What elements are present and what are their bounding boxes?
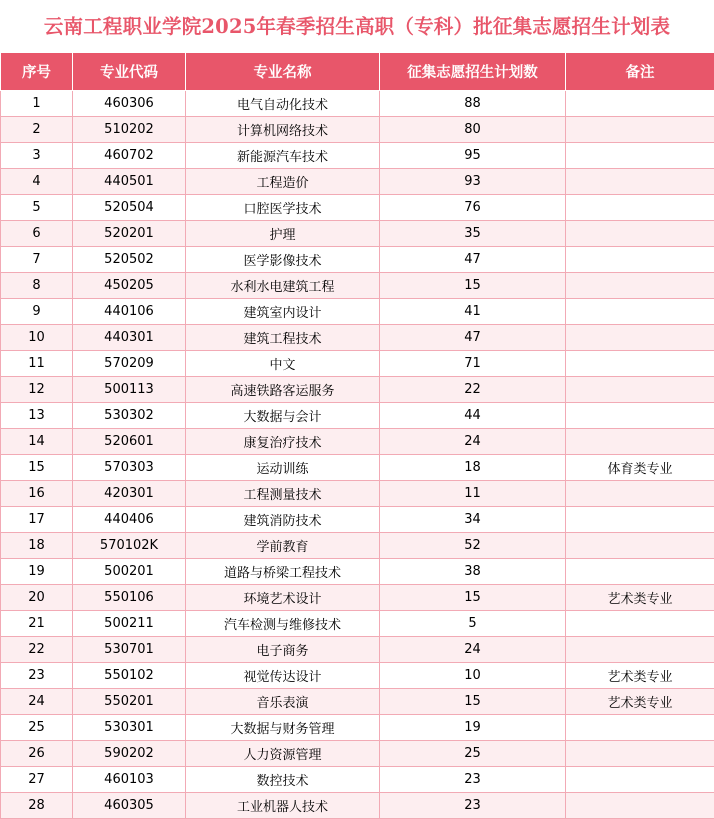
cell-major-name: 护理 — [186, 221, 380, 247]
cell-plan-count: 15 — [380, 689, 566, 715]
cell-remarks — [566, 403, 714, 429]
cell-major-code: 440106 — [73, 299, 186, 325]
cell-major-name: 新能源汽车技术 — [186, 143, 380, 169]
table-row — [1, 585, 714, 611]
cell-major-name: 人力资源管理 — [186, 741, 380, 767]
cell-remarks — [566, 273, 714, 299]
cell-index: 8 — [1, 273, 73, 299]
cell-plan-count: 41 — [380, 299, 566, 325]
cell-index: 10 — [1, 325, 73, 351]
cell-index: 11 — [1, 351, 73, 377]
cell-index: 14 — [1, 429, 73, 455]
cell-major-code: 460306 — [73, 91, 186, 117]
table-row — [1, 351, 714, 377]
cell-major-name: 水利水电建筑工程 — [186, 273, 380, 299]
cell-plan-count: 5 — [380, 611, 566, 637]
cell-major-code: 520504 — [73, 195, 186, 221]
cell-remarks — [566, 481, 714, 507]
page-title: 云南工程职业学院2025年春季招生高职（专科）批征集志愿招生计划表 — [43, 15, 671, 38]
cell-remarks — [566, 351, 714, 377]
cell-remarks — [566, 195, 714, 221]
cell-plan-count: 47 — [380, 325, 566, 351]
cell-major-code: 500113 — [73, 377, 186, 403]
cell-plan-count: 19 — [380, 715, 566, 741]
cell-remarks — [566, 793, 714, 819]
cell-remarks — [566, 637, 714, 663]
cell-major-code: 550102 — [73, 663, 186, 689]
cell-major-name: 音乐表演 — [186, 689, 380, 715]
cell-index: 5 — [1, 195, 73, 221]
cell-major-name: 计算机网络技术 — [186, 117, 380, 143]
cell-plan-count: 44 — [380, 403, 566, 429]
cell-plan-count: 15 — [380, 273, 566, 299]
table-row — [1, 325, 714, 351]
cell-major-name: 建筑室内设计 — [186, 299, 380, 325]
column-header-major-code: 专业代码 — [73, 53, 186, 91]
cell-major-name: 工业机器人技术 — [186, 793, 380, 819]
cell-major-code: 570102K — [73, 533, 186, 559]
cell-major-code: 440301 — [73, 325, 186, 351]
cell-index: 23 — [1, 663, 73, 689]
table-row — [1, 91, 714, 117]
cell-remarks — [566, 559, 714, 585]
table-row — [1, 299, 714, 325]
table-row — [1, 221, 714, 247]
cell-remarks — [566, 533, 714, 559]
cell-major-code: 500211 — [73, 611, 186, 637]
cell-major-name: 数控技术 — [186, 767, 380, 793]
cell-major-code: 460702 — [73, 143, 186, 169]
table-row — [1, 507, 714, 533]
cell-remarks — [566, 221, 714, 247]
cell-plan-count: 95 — [380, 143, 566, 169]
cell-index: 18 — [1, 533, 73, 559]
table-row — [1, 533, 714, 559]
cell-major-code: 530302 — [73, 403, 186, 429]
cell-major-name: 建筑消防技术 — [186, 507, 380, 533]
table-row — [1, 793, 714, 819]
cell-major-name: 大数据与会计 — [186, 403, 380, 429]
table-row — [1, 377, 714, 403]
cell-remarks — [566, 247, 714, 273]
cell-plan-count: 23 — [380, 793, 566, 819]
cell-remarks — [566, 117, 714, 143]
cell-index: 21 — [1, 611, 73, 637]
cell-major-code: 590202 — [73, 741, 186, 767]
table-row — [1, 481, 714, 507]
cell-plan-count: 22 — [380, 377, 566, 403]
cell-remarks — [566, 715, 714, 741]
cell-plan-count: 23 — [380, 767, 566, 793]
cell-index: 3 — [1, 143, 73, 169]
cell-index: 16 — [1, 481, 73, 507]
cell-major-code: 460305 — [73, 793, 186, 819]
cell-index: 15 — [1, 455, 73, 481]
cell-plan-count: 34 — [380, 507, 566, 533]
cell-major-name: 建筑工程技术 — [186, 325, 380, 351]
cell-remarks — [566, 91, 714, 117]
table-row — [1, 637, 714, 663]
cell-remarks: 体育类专业 — [566, 455, 714, 481]
cell-major-code: 520201 — [73, 221, 186, 247]
cell-major-code: 530701 — [73, 637, 186, 663]
cell-remarks — [566, 507, 714, 533]
cell-remarks — [566, 299, 714, 325]
cell-major-name: 电子商务 — [186, 637, 380, 663]
cell-major-code: 440501 — [73, 169, 186, 195]
cell-index: 9 — [1, 299, 73, 325]
cell-major-name: 医学影像技术 — [186, 247, 380, 273]
table-row — [1, 663, 714, 689]
column-header-remarks: 备注 — [566, 53, 714, 91]
table-row — [1, 767, 714, 793]
table-row — [1, 403, 714, 429]
table-row — [1, 611, 714, 637]
cell-major-code: 510202 — [73, 117, 186, 143]
column-header-index: 序号 — [1, 53, 73, 91]
table-row — [1, 143, 714, 169]
table-row — [1, 195, 714, 221]
cell-index: 7 — [1, 247, 73, 273]
cell-plan-count: 47 — [380, 247, 566, 273]
cell-major-name: 视觉传达设计 — [186, 663, 380, 689]
table-row — [1, 117, 714, 143]
cell-plan-count: 80 — [380, 117, 566, 143]
cell-plan-count: 10 — [380, 663, 566, 689]
cell-major-name: 汽车检测与维修技术 — [186, 611, 380, 637]
cell-remarks — [566, 611, 714, 637]
cell-plan-count: 35 — [380, 221, 566, 247]
cell-index: 25 — [1, 715, 73, 741]
cell-plan-count: 93 — [380, 169, 566, 195]
cell-plan-count: 88 — [380, 91, 566, 117]
table-row — [1, 247, 714, 273]
cell-remarks — [566, 143, 714, 169]
cell-index: 28 — [1, 793, 73, 819]
cell-major-code: 420301 — [73, 481, 186, 507]
table-row — [1, 455, 714, 481]
cell-major-code: 520601 — [73, 429, 186, 455]
cell-major-name: 大数据与财务管理 — [186, 715, 380, 741]
cell-plan-count: 76 — [380, 195, 566, 221]
cell-index: 6 — [1, 221, 73, 247]
table-row — [1, 689, 714, 715]
cell-major-name: 学前教育 — [186, 533, 380, 559]
cell-major-code: 530301 — [73, 715, 186, 741]
cell-index: 17 — [1, 507, 73, 533]
cell-major-name: 口腔医学技术 — [186, 195, 380, 221]
table-body — [1, 91, 714, 819]
cell-major-code: 550106 — [73, 585, 186, 611]
cell-major-code: 460103 — [73, 767, 186, 793]
cell-major-code: 570209 — [73, 351, 186, 377]
cell-major-name: 康复治疗技术 — [186, 429, 380, 455]
cell-remarks — [566, 325, 714, 351]
cell-remarks — [566, 429, 714, 455]
cell-major-name: 道路与桥梁工程技术 — [186, 559, 380, 585]
cell-plan-count: 24 — [380, 637, 566, 663]
cell-index: 27 — [1, 767, 73, 793]
cell-major-name: 电气自动化技术 — [186, 91, 380, 117]
table-row — [1, 273, 714, 299]
column-header-major-name: 专业名称 — [186, 53, 380, 91]
cell-major-name: 中文 — [186, 351, 380, 377]
table-row — [1, 559, 714, 585]
cell-plan-count: 15 — [380, 585, 566, 611]
table-row — [1, 169, 714, 195]
cell-remarks — [566, 741, 714, 767]
cell-index: 19 — [1, 559, 73, 585]
cell-remarks: 艺术类专业 — [566, 663, 714, 689]
cell-remarks: 艺术类专业 — [566, 585, 714, 611]
cell-plan-count: 38 — [380, 559, 566, 585]
table-row — [1, 429, 714, 455]
cell-plan-count: 18 — [380, 455, 566, 481]
cell-major-name: 工程测量技术 — [186, 481, 380, 507]
table-row — [1, 741, 714, 767]
cell-major-code: 570303 — [73, 455, 186, 481]
cell-index: 13 — [1, 403, 73, 429]
cell-remarks — [566, 169, 714, 195]
cell-remarks — [566, 767, 714, 793]
cell-remarks — [566, 377, 714, 403]
cell-major-code: 550201 — [73, 689, 186, 715]
cell-index: 24 — [1, 689, 73, 715]
cell-plan-count: 71 — [380, 351, 566, 377]
cell-index: 22 — [1, 637, 73, 663]
cell-remarks: 艺术类专业 — [566, 689, 714, 715]
cell-index: 20 — [1, 585, 73, 611]
cell-plan-count: 24 — [380, 429, 566, 455]
cell-index: 4 — [1, 169, 73, 195]
cell-plan-count: 52 — [380, 533, 566, 559]
cell-major-code: 520502 — [73, 247, 186, 273]
table-row — [1, 715, 714, 741]
cell-major-code: 450205 — [73, 273, 186, 299]
cell-major-name: 运动训练 — [186, 455, 380, 481]
cell-index: 1 — [1, 91, 73, 117]
table-header-row — [1, 53, 714, 91]
cell-major-name: 环境艺术设计 — [186, 585, 380, 611]
cell-plan-count: 25 — [380, 741, 566, 767]
cell-major-code: 440406 — [73, 507, 186, 533]
cell-major-code: 500201 — [73, 559, 186, 585]
cell-plan-count: 11 — [380, 481, 566, 507]
enrollment-plan-table — [0, 52, 714, 819]
column-header-plan-count: 征集志愿招生计划数 — [380, 53, 566, 91]
cell-major-name: 工程造价 — [186, 169, 380, 195]
cell-index: 26 — [1, 741, 73, 767]
cell-index: 2 — [1, 117, 73, 143]
cell-index: 12 — [1, 377, 73, 403]
cell-major-name: 高速铁路客运服务 — [186, 377, 380, 403]
